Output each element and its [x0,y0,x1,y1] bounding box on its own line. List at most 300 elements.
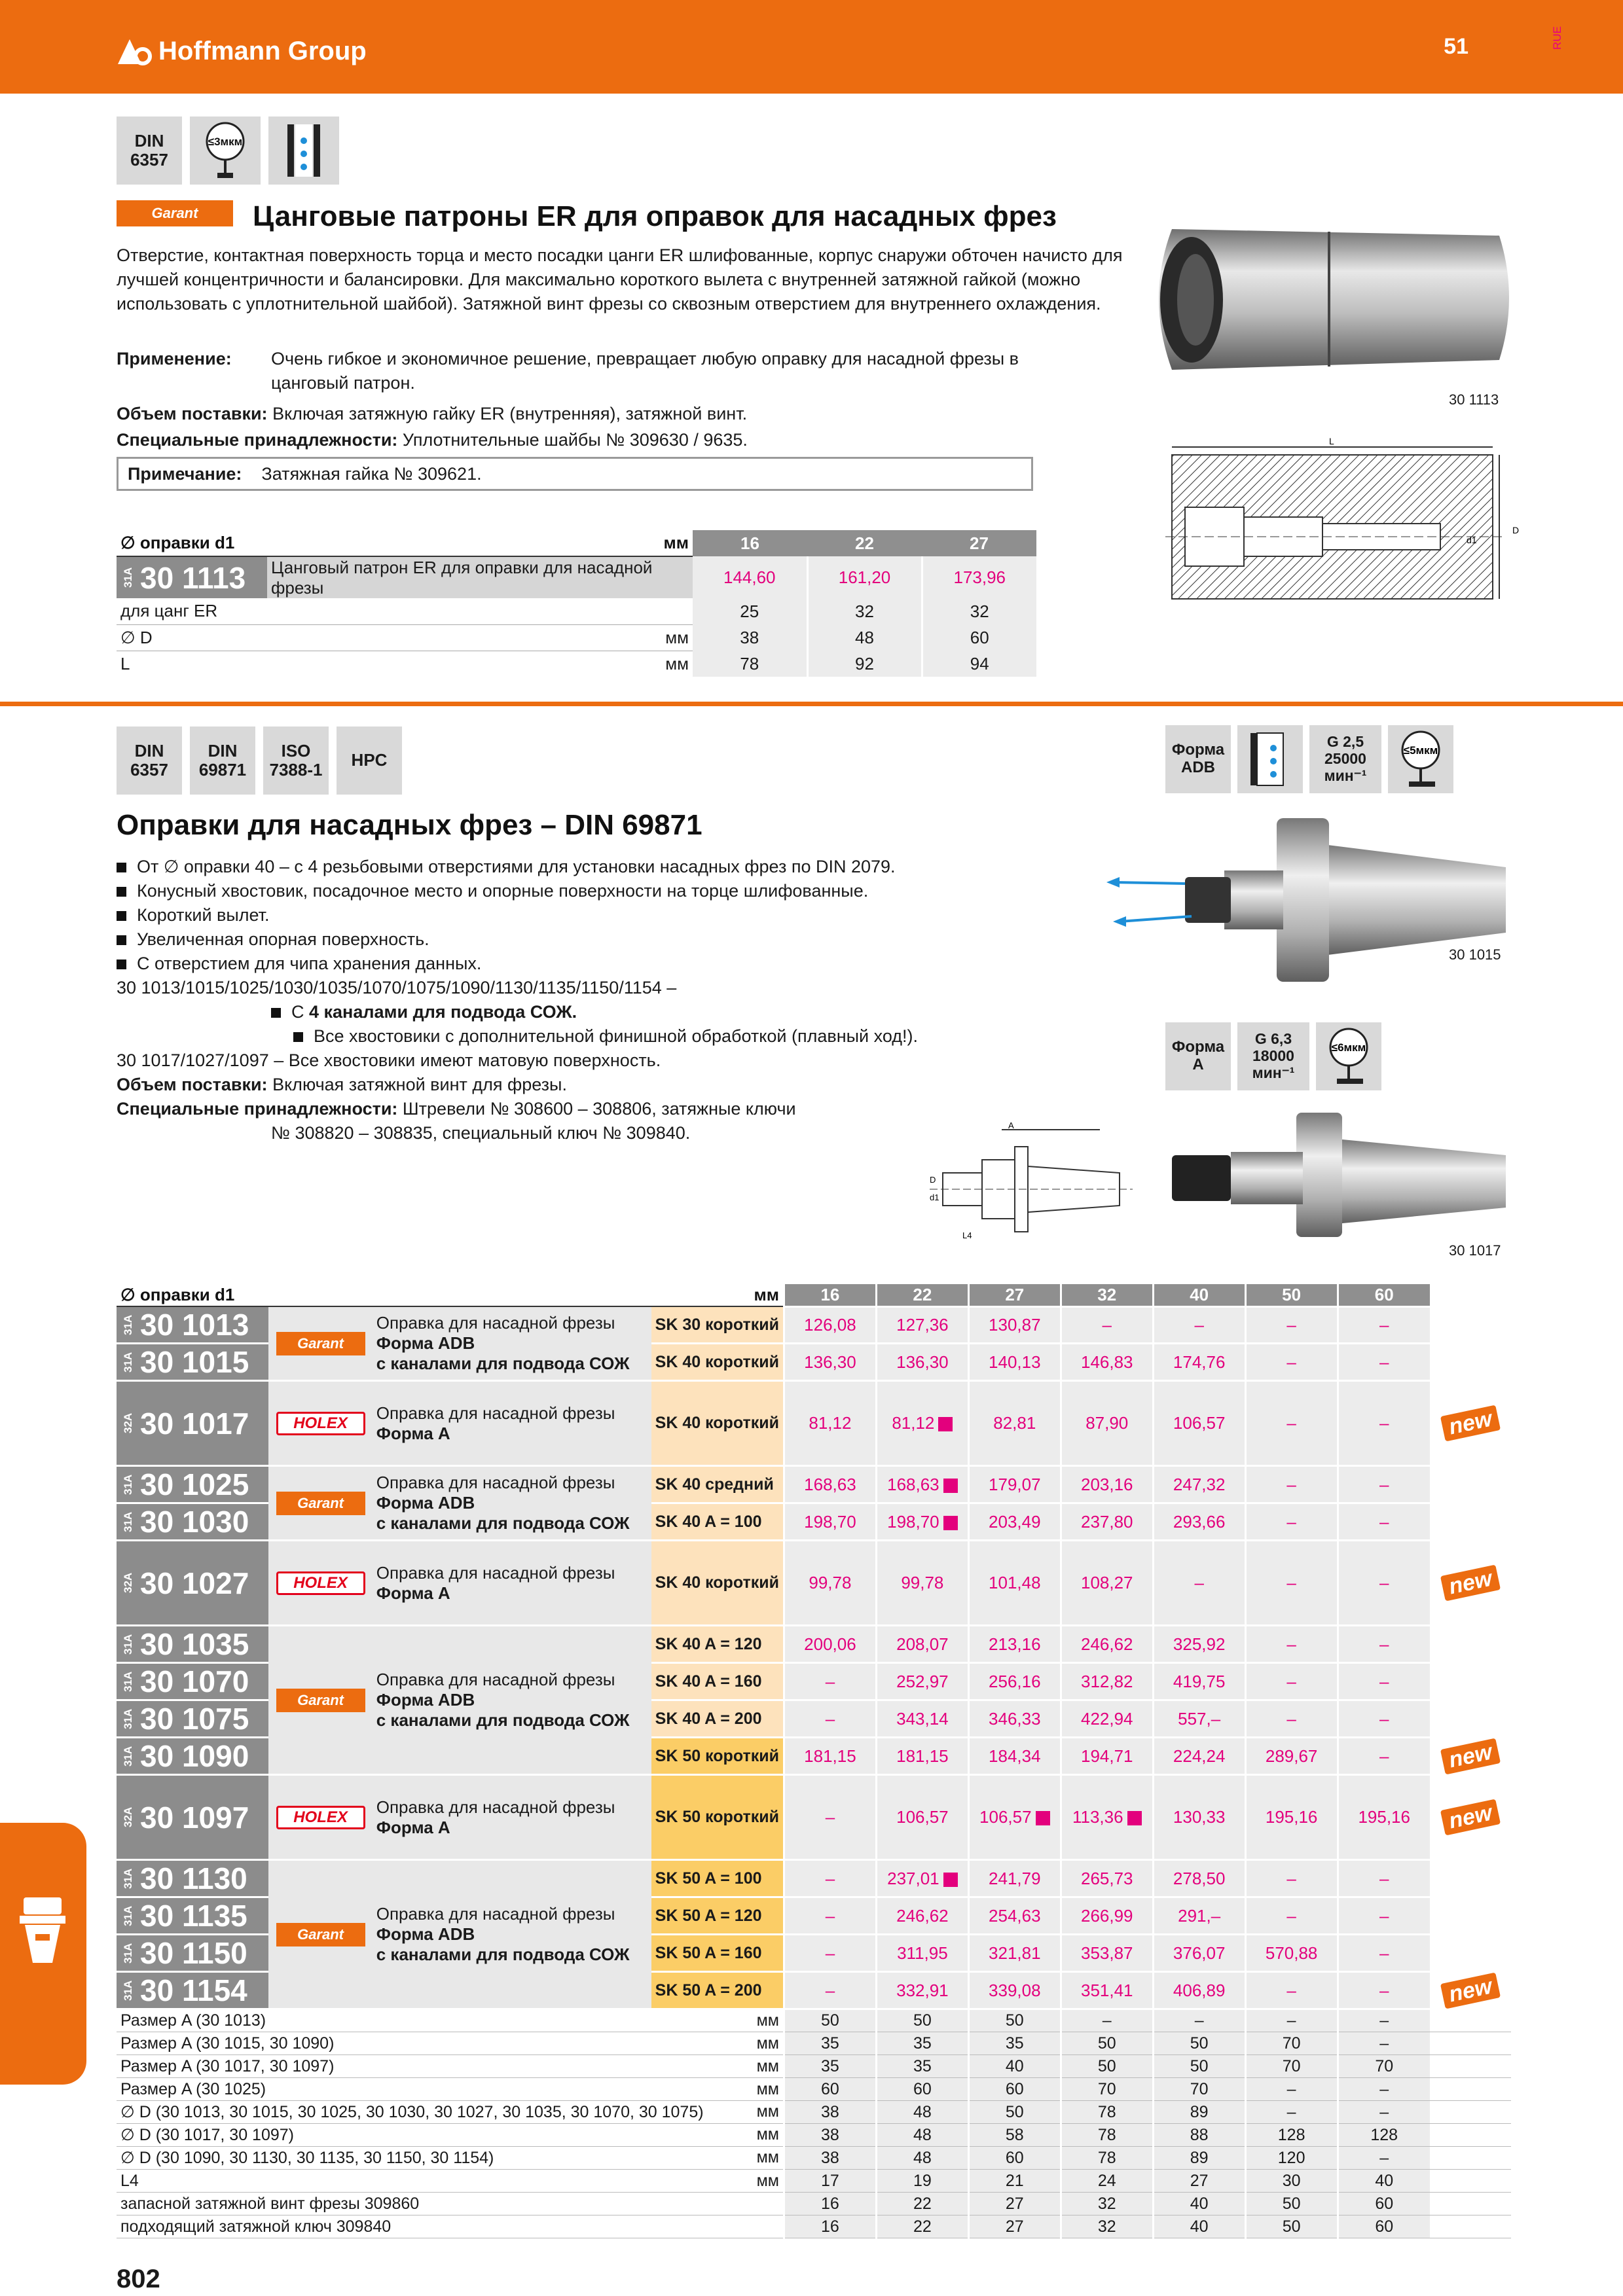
stock-marker-icon [1036,1811,1050,1825]
coolant-badge [268,117,339,185]
dim-value: – [1338,2101,1430,2124]
dim-value: – [1338,2032,1430,2055]
drawing-label-L: L [1329,436,1334,446]
price-value: 136,30 [896,1352,949,1372]
dim-label [117,2055,784,2078]
product-form: Форма ADB [376,1690,475,1710]
feature-list [117,855,1099,1145]
brand-logo-cell [268,1626,372,1775]
category-code: 31A [122,1746,134,1767]
dim-value: 27 [968,2193,1061,2215]
sub-feature: Все хвостовики с дополнительной финишной обработкой (плавный ход!). [117,1024,1099,1049]
price-value: – [1379,1634,1389,1654]
article-number[interactable] [117,1897,268,1935]
price-value: 332,91 [896,1980,949,2000]
price-cell [876,1381,968,1466]
product-name: Оправка для насадной фрезы [376,1797,615,1817]
feature-item: С отверстием для чипа хранения данных. [117,952,1099,976]
price-cell: 161,20 [807,556,922,598]
garant-logo [117,200,233,226]
price-value: 376,07 [1173,1943,1226,1963]
section2-title: Оправки для насадных фрез – DIN 69871 [117,809,702,841]
price-value: 312,82 [1080,1671,1133,1691]
dim-value: 35 [876,2055,968,2078]
garant-logo: Garant [276,1923,365,1946]
dim-value: 78 [1061,2124,1153,2147]
price-cell [968,1897,1061,1935]
dim-value: 128 [1338,2124,1430,2147]
new-tag-cell [1430,1541,1511,1626]
category-code: 32A [122,1573,134,1594]
dim-value: – [1338,2078,1430,2101]
price-cell [784,1466,876,1503]
price-value: 195,16 [1358,1807,1410,1827]
holex-logo: HOLEX [276,1806,365,1829]
runout-gauge-icon [1389,728,1452,791]
price-cell: 173,96 [922,556,1036,598]
table-row [117,2032,1511,2055]
price-value: 246,62 [1080,1634,1133,1654]
accessories-cont: № 308820 – 308835, специальный ключ № 309840. [271,1123,691,1143]
price-cell [1245,1344,1338,1381]
new-tag-cell [1430,1503,1511,1541]
size-header: 32 [1061,1284,1153,1306]
new-tag-cell [1430,1663,1511,1700]
price-cell [1245,1935,1338,1972]
form-adb-badge: Форма ADB [1165,725,1231,793]
dim-value: 38 [784,2101,876,2124]
drawing-label-L4: L4 [962,1230,972,1240]
article-number[interactable] [117,1972,268,2009]
new-tag-cell [1430,1700,1511,1738]
dim-value: 38 [784,2124,876,2147]
taper-size: SK 50 A = 100 [651,1860,784,1897]
spacer-cell [1430,2147,1511,2170]
runout-badge [1316,1022,1381,1090]
price-cell [876,1503,968,1541]
price-cell [876,1897,968,1935]
article-text: 30 1075 [140,1702,249,1736]
price-value: 406,89 [1173,1980,1226,2000]
dim-value: – [1338,2009,1430,2032]
taper-size: SK 40 A = 100 [651,1503,784,1541]
product-form: Форма A [376,1583,450,1603]
taper-size: SK 50 короткий [651,1738,784,1775]
new-tag-cell [1430,1466,1511,1503]
dim-label: ∅ D мм [117,624,693,651]
price-cell [1153,1775,1245,1860]
dim-value: 35 [784,2032,876,2055]
dim-value: 22 [876,2215,968,2238]
price-value: 246,62 [896,1905,949,1926]
price-cell [1061,1972,1153,2009]
price-value: – [1194,1573,1204,1592]
stock-marker-icon [938,1417,953,1431]
list-a: 30 1013/1015/1025/1030/1035/1070/1075/1090/1130/1135/1150/1154 – [117,978,677,997]
price-value: 321,81 [989,1943,1041,1963]
article-number[interactable]: 31A 30 1113 [117,556,267,598]
size-header: 50 [1245,1284,1338,1306]
price-value: – [825,1905,835,1926]
article-number[interactable] [117,1700,268,1738]
price-cell [968,1935,1061,1972]
price-value: 106,57 [896,1807,949,1827]
delivery-label: Объем поставки: [117,404,268,423]
dim-unit: мм [756,2079,779,2098]
table-row [117,2124,1511,2147]
price-cell [1338,1738,1430,1775]
price-cell [1061,1860,1153,1897]
new-tag-cell [1430,1306,1511,1344]
language-code: RUE [1551,26,1564,50]
drawing-label-D: D [1512,525,1520,535]
new-badge: new [1440,1738,1501,1774]
table-row [117,1626,1511,1663]
price-cell [1061,1663,1153,1700]
price-cell [1338,1344,1430,1381]
price-value: – [1286,1511,1296,1532]
price-cell [1338,1663,1430,1700]
price-cell [1245,1626,1338,1663]
form-a-badges [1165,1022,1381,1090]
price-cell [968,1626,1061,1663]
table-row [117,1860,1511,1897]
dim-value: – [1061,2009,1153,2032]
price-value: – [1286,1474,1296,1494]
category-code: 31A [122,1634,134,1655]
price-cell [1061,1344,1153,1381]
price-cell [876,1466,968,1503]
category-code: 31A [122,1708,134,1729]
table-header-row [117,530,1036,556]
dim-value: 22 [876,2193,968,2215]
dim-value: 48 [876,2124,968,2147]
dim-label [117,2147,784,2170]
price-cell [1338,1860,1430,1897]
garant-logo: Garant [276,1332,365,1355]
article-number[interactable] [117,1541,268,1626]
table-row [117,1306,1511,1344]
price-cell [1153,1860,1245,1897]
price-value: – [1379,1474,1389,1494]
product-form: Форма A [376,1817,450,1837]
dim-label [117,2032,784,2055]
dim-label [117,2101,784,2124]
price-cell [784,1935,876,1972]
brand-logo [117,33,367,69]
article-number[interactable] [117,1344,268,1381]
price-cell [1061,1700,1153,1738]
article-text: 30 1150 [140,1936,247,1970]
dim-unit: мм [756,2148,779,2166]
price-cell [1338,1897,1430,1935]
taper-size: SK 40 короткий [651,1381,784,1466]
price-value: 82,81 [993,1413,1036,1433]
price-cell [1153,1663,1245,1700]
price-cell [784,1860,876,1897]
photo2-caption: 30 1015 [1449,946,1501,963]
price-value: – [1286,1314,1296,1335]
taper-size: SK 40 короткий [651,1541,784,1626]
dim-unit: мм [756,2102,779,2121]
delivery-block: Объем поставки: Включая затяжной винт для фрезы. [117,1075,567,1094]
tool-holder-icon [18,1895,67,1967]
price-cell [1153,1972,1245,2009]
price-value: – [825,1868,835,1888]
list-b: 30 1017/1027/1097 – Все хвостовики имеют матовую поверхность. [117,1050,661,1070]
delivery-block [117,402,747,426]
article-number[interactable] [117,1738,268,1775]
price-value: 99,78 [901,1573,944,1592]
price-cell [1061,1466,1153,1503]
price-value: 200,06 [804,1634,856,1654]
price-value: – [1379,1413,1389,1433]
price-value: 127,36 [896,1314,949,1335]
spacer-cell [1430,2193,1511,2215]
price-value: – [1286,1708,1296,1729]
price-cell [1338,1541,1430,1626]
dim-value: 60 [968,2078,1061,2101]
price-cell [1338,1700,1430,1738]
article-number[interactable] [117,1466,268,1503]
spacer-cell [1430,2032,1511,2055]
dim-value: – [1338,2147,1430,2170]
price-cell [1061,1541,1153,1626]
price-cell [1245,1775,1338,1860]
article-text: 30 1135 [140,1899,247,1933]
dim-value: 70 [1153,2078,1245,2101]
price-value: 203,16 [1080,1474,1133,1494]
price-cell [1245,1897,1338,1935]
price-value: – [1286,1413,1296,1433]
price-cell [784,1972,876,2009]
new-tag-cell [1430,1344,1511,1381]
dim-value: 58 [968,2124,1061,2147]
product-description [373,1775,651,1860]
dim-value: 50 [1061,2032,1153,2055]
price-cell [1153,1541,1245,1626]
arbor-table [117,1284,1511,2238]
article-number[interactable] [117,1503,268,1541]
price-value: 140,13 [989,1352,1041,1372]
dim-value: 50 [1245,2193,1338,2215]
new-tag-cell [1430,1860,1511,1897]
table-header-row [117,1284,1511,1306]
price-value: 254,63 [989,1905,1041,1926]
price-cell [968,1738,1061,1775]
price-value: – [1286,1634,1296,1654]
feature-item: Короткий вылет. [117,903,1099,927]
price-value: – [1379,1868,1389,1888]
product-name: Оправка для насадной фрезы [376,1670,615,1689]
spacer-cell [1430,2078,1511,2101]
taper-size: SK 50 A = 120 [651,1897,784,1935]
drawing-label-d1: d1 [1467,535,1477,545]
price-value: 247,32 [1173,1474,1226,1494]
brand-logo-cell [268,1466,372,1541]
price-value: 113,36 [1072,1807,1123,1827]
new-badge: new [1440,1564,1501,1601]
table-row [117,2009,1511,2032]
price-cell [1061,1738,1153,1775]
dim-value: 50 [876,2009,968,2032]
feature-item: Конусный хвостовик, посадочное место и опорные поверхности на торце шлифованные. [117,879,1099,903]
price-value: 179,07 [989,1474,1041,1494]
dim-unit: мм [756,2056,779,2075]
bullet-icon [117,887,126,897]
dim-unit: мм [756,2171,779,2190]
taper-size: SK 40 средний [651,1466,784,1503]
price-cell [968,1775,1061,1860]
stock-marker-icon [1127,1811,1142,1825]
article-number[interactable] [117,1935,268,1972]
price-cell [1245,1503,1338,1541]
dim-value: 89 [1153,2147,1245,2170]
size-header: 22 [807,530,922,556]
price-cell [1338,1972,1430,2009]
coolant-badge [1237,725,1303,793]
product-description [373,1860,651,2009]
category-code: 31A [122,567,134,588]
price-cell [1061,1503,1153,1541]
product-extra: с каналами для подвода СОЖ [376,1710,630,1730]
dim-label-text: ∅ D (30 1017, 30 1097) [120,2126,295,2144]
price-cell [876,1306,968,1344]
price-cell [784,1541,876,1626]
price-cell [968,1972,1061,2009]
price-value: – [1286,1671,1296,1691]
price-value: – [1286,1868,1296,1888]
article-number[interactable] [117,1775,268,1860]
article-number[interactable] [117,1663,268,1700]
runout-badge [1388,725,1453,793]
drawing-label-A: A [1008,1121,1014,1130]
bullet-icon [117,863,126,872]
price-value: – [1379,1943,1389,1963]
dim-value: – [1153,2009,1245,2032]
dim-label [117,2009,784,2032]
article-number[interactable] [117,1381,268,1466]
price-cell [1061,1626,1153,1663]
taper-size: SK 40 A = 200 [651,1700,784,1738]
photo1-caption: 30 1113 [1449,391,1499,408]
dim-value: 89 [1153,2101,1245,2124]
price-value: – [825,1943,835,1963]
taper-size: SK 30 короткий [651,1306,784,1344]
dim-label [117,2193,784,2215]
application-label: Применение: [117,349,232,368]
dim-value: 60 [922,624,1036,651]
bullet-icon [117,911,126,921]
dim-unit: мм [756,2011,779,2030]
price-value: 346,33 [989,1708,1041,1729]
hoffmann-logo-icon [117,37,152,65]
price-value: 557,– [1178,1708,1221,1729]
dim-value: 50 [1153,2032,1245,2055]
spacer-cell [1430,2124,1511,2147]
article-number[interactable] [117,1306,268,1344]
table-row [117,2147,1511,2170]
dim-value: 128 [1245,2124,1338,2147]
article-number[interactable] [117,1860,268,1897]
price-value: 339,08 [989,1980,1041,2000]
price-value: 87,90 [1085,1413,1129,1433]
article-number[interactable] [117,1626,268,1663]
price-cell [1153,1381,1245,1466]
category-code: 32A [122,1413,134,1434]
din-69871-badge: DIN 69871 [190,726,255,795]
sub-feature: С 4 каналами для подвода СОЖ. [117,1000,1099,1024]
dim-value: 50 [1153,2055,1245,2078]
dim-value: 50 [1245,2215,1338,2238]
price-value: 136,30 [804,1352,856,1372]
price-value: 81,12 [892,1413,935,1433]
brand-logo-cell [268,1775,372,1860]
article-text: 30 1130 [140,1861,247,1895]
new-badge: new [1440,1799,1501,1835]
dim-value: 48 [807,624,922,651]
price-value: 181,15 [896,1746,949,1766]
bullet-icon [271,1008,281,1018]
standards-badges [117,726,402,795]
price-cell [876,1344,968,1381]
price-value: 108,27 [1080,1573,1133,1592]
din-6357-badge: DIN 6357 [117,726,182,795]
form-a-badge: Форма A [1165,1022,1231,1090]
size-header: 22 [876,1284,968,1306]
accessories-block [117,428,748,452]
dim-value: 35 [876,2032,968,2055]
dim-value: 32 [1061,2215,1153,2238]
application-block [117,347,1066,395]
new-tag-cell [1430,1626,1511,1663]
application-text: Очень гибкое и экономичное решение, превращает любую оправку для насадной фрезы в цанговый патрон. [271,349,1019,393]
section1-title: Цанговые патроны ER для оправок для насадных фрез [253,200,1057,232]
category-code: 31A [122,1474,134,1495]
dim-value: 24 [1061,2170,1153,2193]
dim-value: 50 [1061,2055,1153,2078]
dim-value: 40 [1153,2215,1245,2238]
category-code: 31A [122,1352,134,1372]
dim-value: 25 [693,598,807,624]
category-code: 31A [122,1980,134,2001]
price-value: 343,14 [896,1708,949,1729]
header-unit: мм [754,1285,779,1304]
photo3-caption: 30 1017 [1449,1242,1501,1259]
dim-value: 120 [1245,2147,1338,2170]
product-form: Форма A [376,1423,450,1443]
accessories-text: Уплотнительные шайбы № 309630 / 9635. [402,430,748,450]
product-form: Форма ADB [376,1493,475,1513]
price-value: 265,73 [1080,1868,1133,1888]
runout-value: ≤3мкм [208,135,243,148]
table-row [117,2101,1511,2124]
feature-item: От ∅ оправки 40 – с 4 резьбовыми отверстиями для установки насадных фрез по DIN 2079. [117,855,1099,879]
price-cell [1153,1344,1245,1381]
product-name: Оправка для насадной фрезы [376,1562,615,1583]
hpc-badge: HPC [337,726,402,795]
price-cell [876,1935,968,1972]
dim-label-text: L4 [120,2171,139,2190]
table-row [117,2215,1511,2238]
price-cell [1153,1738,1245,1775]
price-value: 325,92 [1173,1634,1226,1654]
price-value: 237,01 [887,1868,939,1888]
dim-value: 78 [1061,2101,1153,2124]
product-extra: с каналами для подвода СОЖ [376,1354,630,1373]
product-description [373,1306,651,1381]
dim-value: 16 [784,2193,876,2215]
